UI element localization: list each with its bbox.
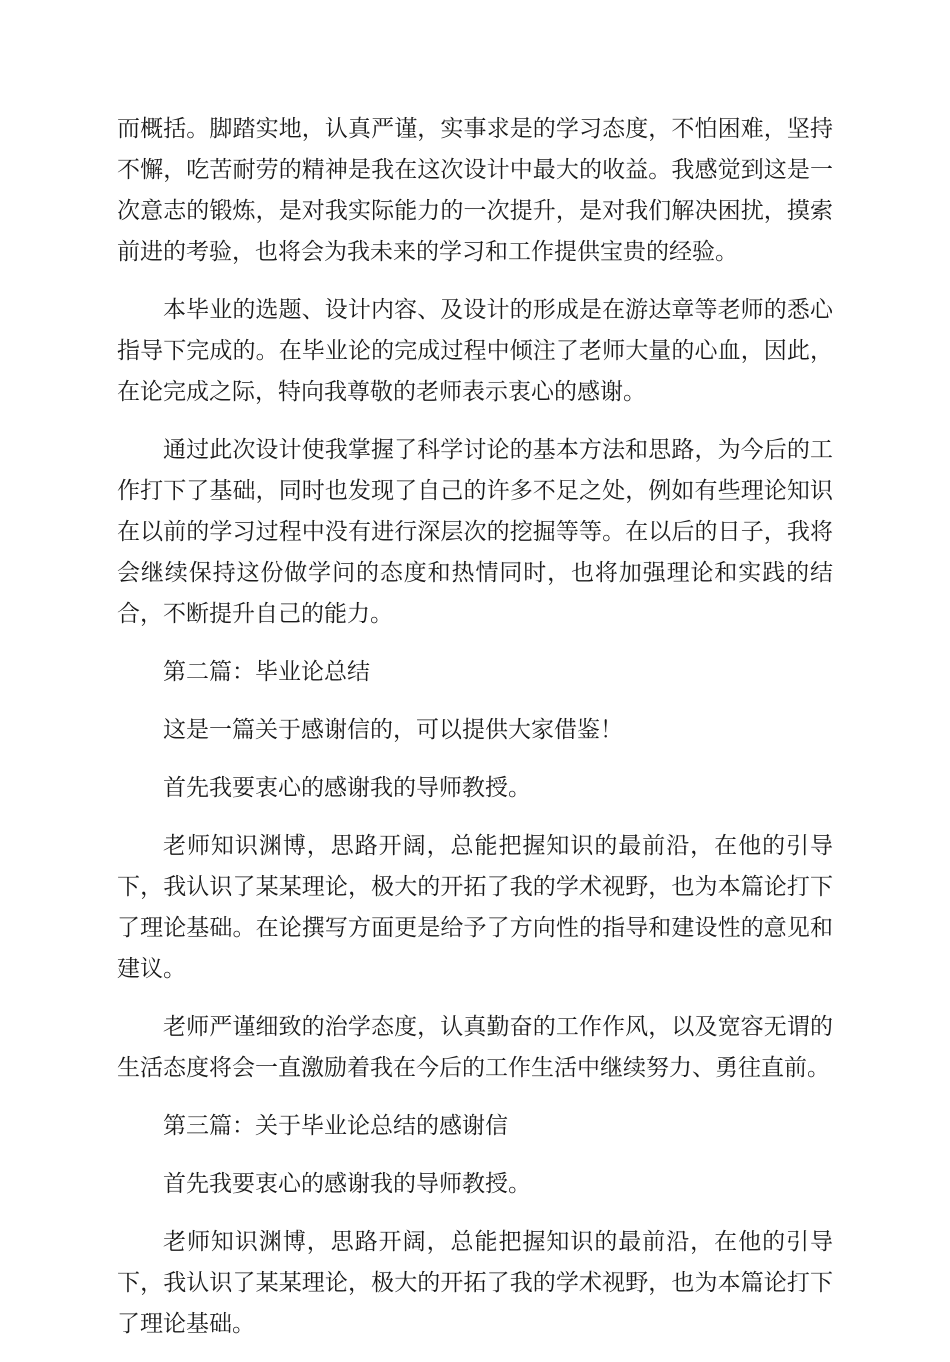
section-heading-2: 第二篇：毕业论总结 [163,659,370,685]
paragraph-reflection: 通过此次设计使我掌握了科学讨论的基本方法和思路，为今后的工作打下了基础，同时也发现了自己的许多不足之处，例如有些理论知识在以前的学习过程中没有进行深层次的挖掘等等。在以后的日子，我将会继续保持这份做学问的态度和热情同时，也将加强理论和实践的结合，不断提升自己的能力。 [117,437,833,627]
paragraph-continuation: 而概括。脚踏实地，认真严谨，实事求是的学习态度，不怕困难，坚持不懈，吃苦耐劳的精神是我在这次设计中最大的收益。我感觉到这是一次意志的锻炼，是对我实际能力的一次提升，是对我们解决困扰，摸索前进的考验，也将会为我未来的学习和工作提供宝贵的经验。 [117,116,833,265]
document-body [117,109,833,1362]
paragraph-thanks-advisor-2: 首先我要衷心的感谢我的导师教授。 [163,1171,531,1197]
paragraph-thanks-advisor: 首先我要衷心的感谢我的导师教授。 [163,775,531,801]
paragraph-advisor-knowledge: 老师知识渊博，思路开阔，总能把握知识的最前沿，在他的引导下，我认识了某某理论，极大的开拓了我的学术视野，也为本篇论打下了理论基础。在论撰写方面更是给予了方向性的指导和建设性的意见和建议。 [117,833,833,982]
paragraph-advisor-knowledge-2: 老师知识渊博，思路开阔，总能把握知识的最前沿，在他的引导下，我认识了某某理论，极大的开拓了我的学术视野，也为本篇论打下了理论基础。 [117,1229,833,1337]
section-heading-3: 第三篇：关于毕业论总结的感谢信 [163,1113,508,1139]
paragraph-advisor-attitude: 老师严谨细致的治学态度，认真勤奋的工作作风，以及宽容无谓的生活态度将会一直激励着我在今后的工作生活中继续努力、勇往直前。 [117,1014,833,1081]
paragraph-intro: 这是一篇关于感谢信的，可以提供大家借鉴！ [163,717,623,743]
paragraph-acknowledgement: 本毕业的选题、设计内容、及设计的形成是在游达章等老师的悉心指导下完成的。在毕业论的完成过程中倾注了老师大量的心血，因此，在论完成之际，特向我尊敬的老师表示衷心的感谢。 [117,297,833,405]
